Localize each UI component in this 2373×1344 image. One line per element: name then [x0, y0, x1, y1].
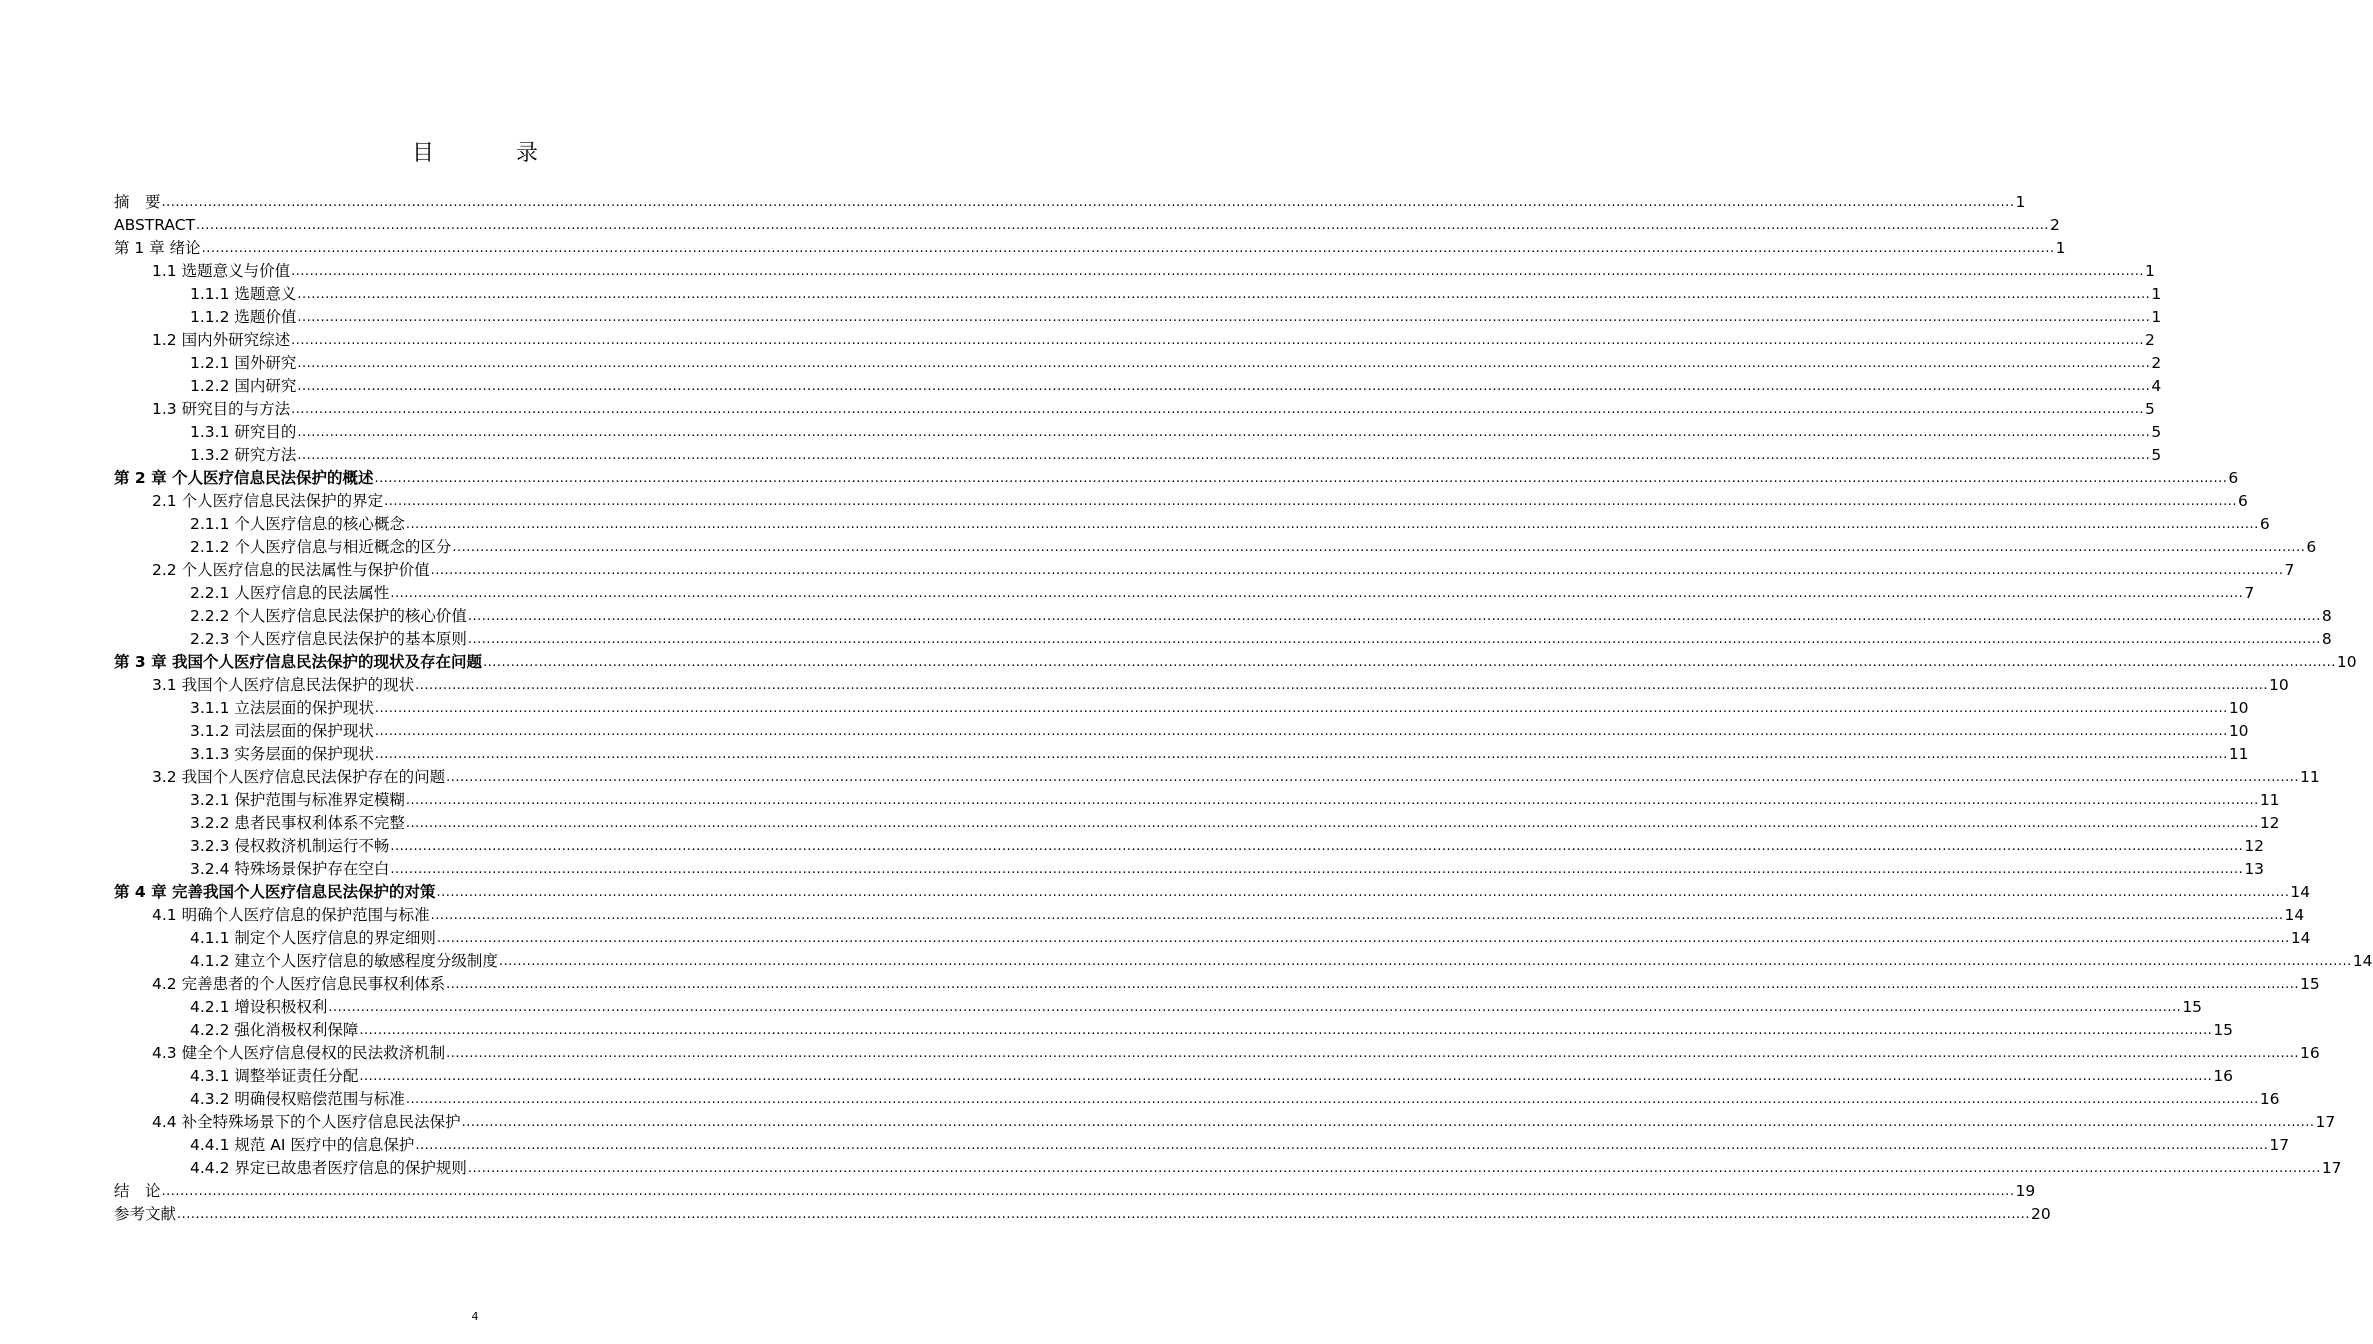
toc-entry-page: 19 [2015, 1182, 2036, 1200]
toc-leader-dots: ................................................................................................................................................................................................................................................................................................................................................................................................................ [291, 264, 2145, 279]
toc-leader-dots: ................................................................................................................................................................................................................................................................................................................................................................................................................ [461, 1115, 2315, 1130]
toc-entry[interactable] [114, 696, 2249, 719]
toc-entry-label: 2.1.2 个人医疗信息与相近概念的区分 [190, 538, 452, 556]
toc-entry-label: 第 1 章 绪论 [114, 239, 201, 257]
toc-entry-page: 10 [2228, 699, 2249, 717]
toc-entry-page: 1 [2151, 308, 2162, 326]
toc-entry-label: 1.2.2 国内研究 [190, 377, 297, 395]
toc-entry[interactable] [114, 443, 2162, 466]
toc-entry[interactable] [114, 535, 2317, 558]
toc-entry[interactable] [114, 305, 2162, 328]
toc-leader-dots: ................................................................................................................................................................................................................................................................................................................................................................................................................ [161, 1184, 2015, 1199]
toc-entry[interactable] [114, 328, 2155, 351]
toc-entry-page: 12 [2259, 814, 2280, 832]
toc-entry[interactable] [114, 1156, 2342, 1179]
toc-entry-label: 3.1.2 司法层面的保护现状 [190, 722, 374, 740]
toc-entry[interactable] [114, 949, 2373, 972]
toc-leader-dots: ................................................................................................................................................................................................................................................................................................................................................................................................................ [297, 287, 2151, 302]
toc-entry-label: ABSTRACT [114, 216, 196, 234]
toc-entry-label: 4.3.2 明确侵权赔偿范围与标准 [190, 1090, 405, 1108]
toc-leader-dots: ................................................................................................................................................................................................................................................................................................................................................................................................................ [467, 632, 2321, 647]
toc-leader-dots: ................................................................................................................................................................................................................................................................................................................................................................................................................ [297, 379, 2151, 394]
toc-entry[interactable] [114, 1110, 2336, 1133]
toc-leader-dots: ................................................................................................................................................................................................................................................................................................................................................................................................................ [374, 471, 2228, 486]
toc-entry[interactable] [114, 397, 2155, 420]
toc-entry[interactable] [114, 765, 2320, 788]
toc-entry-page: 16 [2259, 1090, 2280, 1108]
toc-entry-page: 8 [2321, 607, 2332, 625]
toc-entry-label: 参考文献 [114, 1205, 177, 1223]
toc-entry-page: 16 [2213, 1067, 2234, 1085]
toc-entry-label: 4.4 补全特殊场景下的个人医疗信息民法保护 [152, 1113, 461, 1131]
toc-leader-dots: ................................................................................................................................................................................................................................................................................................................................................................................................................ [467, 609, 2321, 624]
toc-entry-label: 2.1.1 个人医疗信息的核心概念 [190, 515, 405, 533]
toc-entry-page: 1 [2015, 193, 2026, 211]
toc-entry[interactable] [114, 995, 2203, 1018]
toc-leader-dots: ................................................................................................................................................................................................................................................................................................................................................................................................................ [446, 1046, 2300, 1061]
toc-leader-dots: ................................................................................................................................................................................................................................................................................................................................................................................................................ [415, 1138, 2269, 1153]
toc-leader-dots: ................................................................................................................................................................................................................................................................................................................................................................................................................ [405, 793, 2259, 808]
toc-entry[interactable] [114, 742, 2249, 765]
toc-entry-page: 16 [2300, 1044, 2320, 1062]
toc-entry-page: 14 [2290, 883, 2311, 901]
toc-entry-label: 2.2 个人医疗信息的民法属性与保护价值 [152, 561, 430, 579]
toc-entry[interactable] [114, 1133, 2290, 1156]
toc-entry-label: 4.2.1 增设积极权利 [190, 998, 328, 1016]
toc-entry[interactable] [114, 512, 2270, 535]
toc-entry[interactable] [114, 926, 2311, 949]
toc-entry-page: 11 [2228, 745, 2249, 763]
toc-entry-label: 4.4.2 界定已故患者医疗信息的保护规则 [190, 1159, 467, 1177]
toc-entry[interactable] [114, 374, 2162, 397]
toc-entry-label: 3.2 我国个人医疗信息民法保护存在的问题 [152, 768, 446, 786]
page-number: 4 [471, 1310, 479, 1323]
toc-entry-label: 1.2.1 国外研究 [190, 354, 297, 372]
toc-entry-label: 3.2.2 患者民事权利体系不完整 [190, 814, 405, 832]
toc-entry[interactable] [114, 466, 2239, 489]
toc-entry[interactable] [114, 1041, 2320, 1064]
toc-entry-page: 7 [2284, 561, 2295, 579]
toc-entry[interactable] [114, 259, 2155, 282]
toc-leader-dots: ................................................................................................................................................................................................................................................................................................................................................................................................................ [467, 1161, 2321, 1176]
toc-leader-dots: ................................................................................................................................................................................................................................................................................................................................................................................................................ [297, 448, 2151, 463]
toc-entry-label: 1.3.1 研究目的 [190, 423, 297, 441]
toc-entry-label: 2.2.3 个人医疗信息民法保护的基本原则 [190, 630, 467, 648]
toc-entry[interactable] [114, 788, 2280, 811]
toc-leader-dots: ................................................................................................................................................................................................................................................................................................................................................................................................................ [446, 770, 2300, 785]
toc-leader-dots: ................................................................................................................................................................................................................................................................................................................................................................................................................ [359, 1069, 2213, 1084]
table-of-contents [114, 190, 2373, 1225]
toc-leader-dots: ................................................................................................................................................................................................................................................................................................................................................................................................................ [436, 885, 2290, 900]
toc-entry[interactable] [114, 351, 2162, 374]
toc-entry-label: 3.2.1 保护范围与标准界定模糊 [190, 791, 405, 809]
toc-entry-label: 3.2.4 特殊场景保护存在空白 [190, 860, 390, 878]
toc-entry-label: 3.1.1 立法层面的保护现状 [190, 699, 374, 717]
toc-leader-dots: ................................................................................................................................................................................................................................................................................................................................................................................................................ [498, 954, 2352, 969]
toc-entry-page: 14 [2352, 952, 2373, 970]
toc-entry-page: 5 [2145, 400, 2155, 418]
toc-entry-label: 1.1.2 选题价值 [190, 308, 297, 326]
toc-entry-label: 第 4 章 完善我国个人医疗信息民法保护的对策 [114, 883, 436, 901]
toc-entry-label: 2.1 个人医疗信息民法保护的界定 [152, 492, 384, 510]
toc-entry-label: 结 论 [114, 1182, 161, 1200]
toc-entry-page: 7 [2244, 584, 2255, 602]
toc-entry[interactable] [114, 719, 2249, 742]
toc-entry-page: 17 [2321, 1159, 2342, 1177]
toc-leader-dots: ................................................................................................................................................................................................................................................................................................................................................................................................................ [374, 747, 2228, 762]
toc-entry-page: 6 [2306, 538, 2317, 556]
toc-entry[interactable] [114, 1087, 2280, 1110]
toc-entry-page: 14 [2284, 906, 2305, 924]
toc-entry-page: 12 [2244, 837, 2265, 855]
toc-entry[interactable] [114, 627, 2332, 650]
toc-entry-label: 3.1 我国个人医疗信息民法保护的现状 [152, 676, 415, 694]
toc-entry-label: 4.1.2 建立个人医疗信息的敏感程度分级制度 [190, 952, 498, 970]
toc-leader-dots: ................................................................................................................................................................................................................................................................................................................................................................................................................ [405, 517, 2259, 532]
toc-leader-dots: ................................................................................................................................................................................................................................................................................................................................................................................................................ [291, 333, 2145, 348]
toc-entry[interactable] [114, 880, 2311, 903]
toc-entry-page: 1 [2145, 262, 2155, 280]
toc-leader-dots: ................................................................................................................................................................................................................................................................................................................................................................................................................ [177, 1207, 2030, 1222]
toc-entry-page: 11 [2259, 791, 2280, 809]
toc-leader-dots: ................................................................................................................................................................................................................................................................................................................................................................................................................ [359, 1023, 2213, 1038]
toc-entry-label: 4.1 明确个人医疗信息的保护范围与标准 [152, 906, 430, 924]
toc-entry-page: 14 [2290, 929, 2311, 947]
toc-entry-label: 第 2 章 个人医疗信息民法保护的概述 [114, 469, 374, 487]
toc-entry-page: 15 [2300, 975, 2320, 993]
toc-leader-dots: ................................................................................................................................................................................................................................................................................................................................................................................................................ [297, 356, 2151, 371]
toc-entry[interactable] [114, 190, 2026, 213]
toc-entry[interactable] [114, 420, 2162, 443]
toc-entry-page: 8 [2321, 630, 2332, 648]
toc-entry-label: 4.2.2 强化消极权利保障 [190, 1021, 359, 1039]
toc-leader-dots: ................................................................................................................................................................................................................................................................................................................................................................................................................ [297, 310, 2151, 325]
toc-entry[interactable] [114, 972, 2320, 995]
toc-leader-dots: ................................................................................................................................................................................................................................................................................................................................................................................................................ [415, 678, 2269, 693]
toc-entry-label: 3.2.3 侵权救济机制运行不畅 [190, 837, 390, 855]
toc-entry-page: 10 [2336, 653, 2357, 671]
toc-leader-dots: ................................................................................................................................................................................................................................................................................................................................................................................................................ [430, 908, 2284, 923]
toc-entry-page: 10 [2269, 676, 2289, 694]
toc-leader-dots: ................................................................................................................................................................................................................................................................................................................................................................................................................ [430, 563, 2284, 578]
toc-entry-label: 2.2.1 人医疗信息的民法属性 [190, 584, 390, 602]
toc-entry[interactable] [114, 903, 2305, 926]
toc-entry-page: 17 [2315, 1113, 2336, 1131]
toc-entry-page: 6 [2238, 492, 2248, 510]
toc-entry-label: 4.3.1 调整举证责任分配 [190, 1067, 359, 1085]
toc-entry-label: 1.3 研究目的与方法 [152, 400, 291, 418]
toc-entry-label: 1.1.1 选题意义 [190, 285, 297, 303]
toc-entry-page: 4 [2151, 377, 2162, 395]
toc-leader-dots: ................................................................................................................................................................................................................................................................................................................................................................................................................ [328, 1000, 2182, 1015]
toc-entry-page: 2 [2049, 216, 2060, 234]
toc-entry[interactable] [114, 857, 2265, 880]
toc-leader-dots: ................................................................................................................................................................................................................................................................................................................................................................................................................ [405, 816, 2259, 831]
toc-entry-page: 17 [2269, 1136, 2290, 1154]
toc-leader-dots: ................................................................................................................................................................................................................................................................................................................................................................................................................ [390, 586, 2244, 601]
toc-leader-dots: ................................................................................................................................................................................................................................................................................................................................................................................................................ [384, 494, 2238, 509]
toc-leader-dots: ................................................................................................................................................................................................................................................................................................................................................................................................................ [161, 195, 2015, 210]
page-title: 目 录 [411, 141, 568, 166]
toc-entry-page: 15 [2213, 1021, 2234, 1039]
toc-entry-page: 20 [2030, 1205, 2051, 1223]
toc-entry-label: 4.2 完善患者的个人医疗信息民事权利体系 [152, 975, 446, 993]
toc-entry-page: 10 [2228, 722, 2249, 740]
toc-entry-page: 2 [2151, 354, 2162, 372]
toc-leader-dots: ................................................................................................................................................................................................................................................................................................................................................................................................................ [436, 931, 2290, 946]
toc-entry-label: 1.1 选题意义与价值 [152, 262, 291, 280]
toc-entry-label: 1.3.2 研究方法 [190, 446, 297, 464]
toc-entry[interactable] [114, 213, 2060, 236]
toc-leader-dots: ................................................................................................................................................................................................................................................................................................................................................................................................................ [405, 1092, 2259, 1107]
toc-entry[interactable] [114, 811, 2280, 834]
toc-leader-dots: ................................................................................................................................................................................................................................................................................................................................................................................................................ [297, 425, 2151, 440]
toc-leader-dots: ................................................................................................................................................................................................................................................................................................................................................................................................................ [446, 977, 2300, 992]
toc-leader-dots: ................................................................................................................................................................................................................................................................................................................................................................................................................ [374, 724, 2228, 739]
toc-entry-page: 13 [2244, 860, 2265, 878]
toc-entry[interactable] [114, 1064, 2234, 1087]
toc-entry-label: 第 3 章 我国个人医疗信息民法保护的现状及存在问题 [114, 653, 482, 671]
toc-leader-dots: ................................................................................................................................................................................................................................................................................................................................................................................................................ [201, 241, 2055, 256]
toc-entry-label: 4.1.1 制定个人医疗信息的界定细则 [190, 929, 436, 947]
toc-entry-page: 1 [2055, 239, 2066, 257]
toc-entry-label: 3.1.3 实务层面的保护现状 [190, 745, 374, 763]
toc-entry[interactable] [114, 604, 2332, 627]
toc-entry[interactable] [114, 558, 2295, 581]
toc-entry-page: 15 [2182, 998, 2203, 1016]
toc-entry-label: 1.2 国内外研究综述 [152, 331, 291, 349]
toc-entry-page: 1 [2151, 285, 2162, 303]
toc-leader-dots: ................................................................................................................................................................................................................................................................................................................................................................................................................ [196, 218, 2049, 233]
toc-entry-page: 6 [2228, 469, 2239, 487]
toc-entry[interactable] [114, 650, 2357, 673]
toc-entry-page: 5 [2151, 446, 2162, 464]
toc-entry[interactable] [114, 581, 2255, 604]
toc-leader-dots: ................................................................................................................................................................................................................................................................................................................................................................................................................ [482, 655, 2336, 670]
toc-leader-dots: ................................................................................................................................................................................................................................................................................................................................................................................................................ [390, 839, 2244, 854]
toc-entry-page: 11 [2300, 768, 2320, 786]
toc-entry[interactable] [114, 236, 2066, 259]
toc-entry[interactable] [114, 1202, 2051, 1225]
toc-entry[interactable] [114, 1018, 2234, 1041]
toc-entry-label: 4.4.1 规范 AI 医疗中的信息保护 [190, 1136, 415, 1154]
toc-leader-dots: ................................................................................................................................................................................................................................................................................................................................................................................................................ [374, 701, 2228, 716]
toc-entry-page: 5 [2151, 423, 2162, 441]
toc-entry[interactable] [114, 834, 2265, 857]
toc-entry[interactable] [114, 489, 2248, 512]
toc-entry-page: 6 [2259, 515, 2270, 533]
toc-entry-label: 2.2.2 个人医疗信息民法保护的核心价值 [190, 607, 467, 625]
toc-entry[interactable] [114, 1179, 2036, 1202]
toc-entry-label: 摘 要 [114, 193, 161, 211]
toc-leader-dots: ................................................................................................................................................................................................................................................................................................................................................................................................................ [291, 402, 2145, 417]
toc-entry[interactable] [114, 282, 2162, 305]
toc-leader-dots: ................................................................................................................................................................................................................................................................................................................................................................................................................ [390, 862, 2244, 877]
toc-entry-page: 2 [2145, 331, 2155, 349]
toc-entry-label: 4.3 健全个人医疗信息侵权的民法救济机制 [152, 1044, 446, 1062]
toc-entry[interactable] [114, 673, 2289, 696]
toc-leader-dots: ................................................................................................................................................................................................................................................................................................................................................................................................................ [452, 540, 2306, 555]
